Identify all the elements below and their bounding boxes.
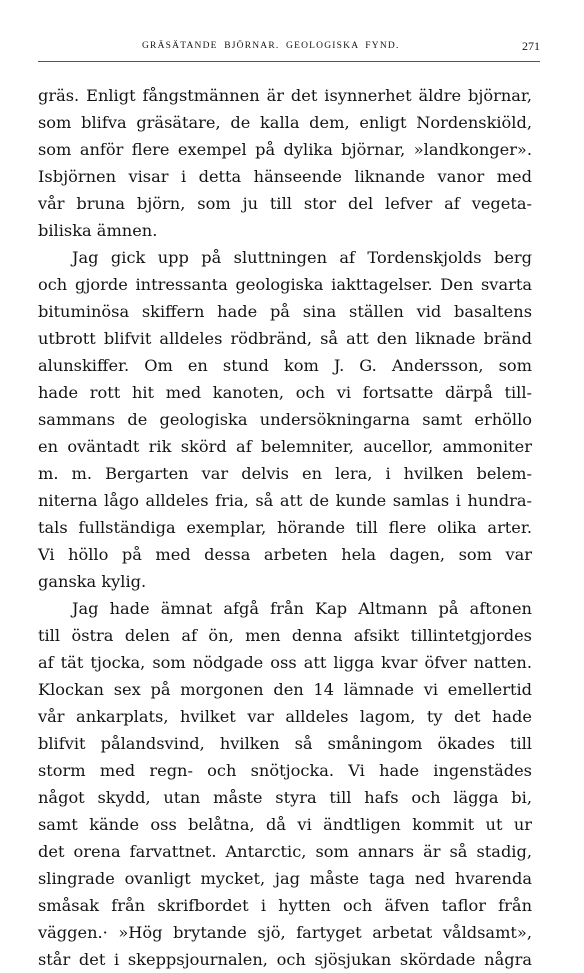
text-line: biliska ämnen. [38, 221, 158, 240]
text-line: det orena farvattnet. Antarctic, som annars är så stadig, [38, 842, 532, 861]
text-line: af tät tjocka, som nödgade oss att ligga kvar öfver natten. [38, 653, 532, 672]
running-title: GRÄSÄTANDE BJÖRNAR. GEOLOGISKA FYND. [142, 41, 400, 51]
text-line: som anför flere exempel på dylika björnar, »landkonger». [38, 140, 532, 159]
text-line: utbrott blifvit alldeles rödbränd, så att den liknade bränd [38, 329, 532, 348]
text-line: väggen.· »Hög brytande sjö, fartyget arbetat våldsamt», [38, 923, 532, 942]
text-line: tals fullständiga exemplar, hörande till flere olika arter. [38, 518, 532, 537]
text-line: blifvit pålandsvind, hvilken så småningom ökades till [38, 734, 532, 753]
paragraph [38, 595, 532, 973]
text-line: Klockan sex på morgonen den 14 lämnade vi emellertid [38, 680, 532, 699]
text-line: slingrade ovanligt mycket, jag måste taga ned hvarenda [38, 869, 532, 888]
text-line: som blifva gräsätare, de kalla dem, enligt Nordenskiöld, [38, 113, 532, 132]
text-line: samt kände oss belåtna, då vi ändtligen kommit ut ur [38, 815, 532, 834]
text-line: en oväntadt rik skörd af belemniter, aucellor, ammoniter [38, 437, 532, 456]
text-line: storm med regn- och snötjocka. Vi hade ingenstädes [38, 761, 532, 780]
text-line: niterna lågo alldeles fria, så att de kunde samlas i hundra- [38, 491, 532, 510]
text-line: Vi höllo på med dessa arbeten hela dagen, som var [38, 545, 532, 564]
text-line: hade rott hit med kanoten, och vi fortsatte därpå till- [38, 383, 532, 402]
paragraph [38, 244, 532, 595]
text-line: till östra delen af ön, men denna afsikt tillintetgjordes [38, 626, 532, 645]
text-line: Jag hade ämnat afgå från Kap Altmann på aftonen [72, 599, 532, 618]
running-header [38, 41, 540, 62]
text-line: står det i skeppsjournalen, och sjösjukan skördade några [38, 950, 532, 969]
text-line: vår bruna björn, som ju till stor del lefver af vegeta- [38, 194, 532, 213]
text-line: vår ankarplats, hvilket var alldeles lagom, ty det hade [38, 707, 532, 726]
text-line: m. m. Bergarten var delvis en lera, i hvilken belem- [38, 464, 532, 483]
text-line: sammans de geologiska undersökningarna samt erhöllo [38, 410, 532, 429]
text-line: något skydd, utan måste styra till hafs och lägga bi, [38, 788, 532, 807]
body-text [38, 82, 532, 973]
text-line: småsak från skrifbordet i hytten och äfven taflor från [38, 896, 532, 915]
text-line: Isbjörnen visar i detta hänseende liknande vanor med [38, 167, 532, 186]
paragraph [38, 82, 532, 244]
text-line: gräs. Enligt fångstmännen är det isynnerhet äldre björnar, [38, 86, 532, 105]
text-line: bituminösa skiffern hade på sina ställen vid basaltens [38, 302, 532, 321]
text-line: ganska kylig. [38, 572, 147, 591]
text-line: Jag gick upp på sluttningen af Tordenskjolds berg [72, 248, 532, 267]
text-line: och gjorde intressanta geologiska iakttagelser. Den svarta [38, 275, 532, 294]
text-line: alunskiffer. Om en stund kom J. G. Andersson, som [38, 356, 532, 375]
page-number: 271 [522, 39, 540, 53]
